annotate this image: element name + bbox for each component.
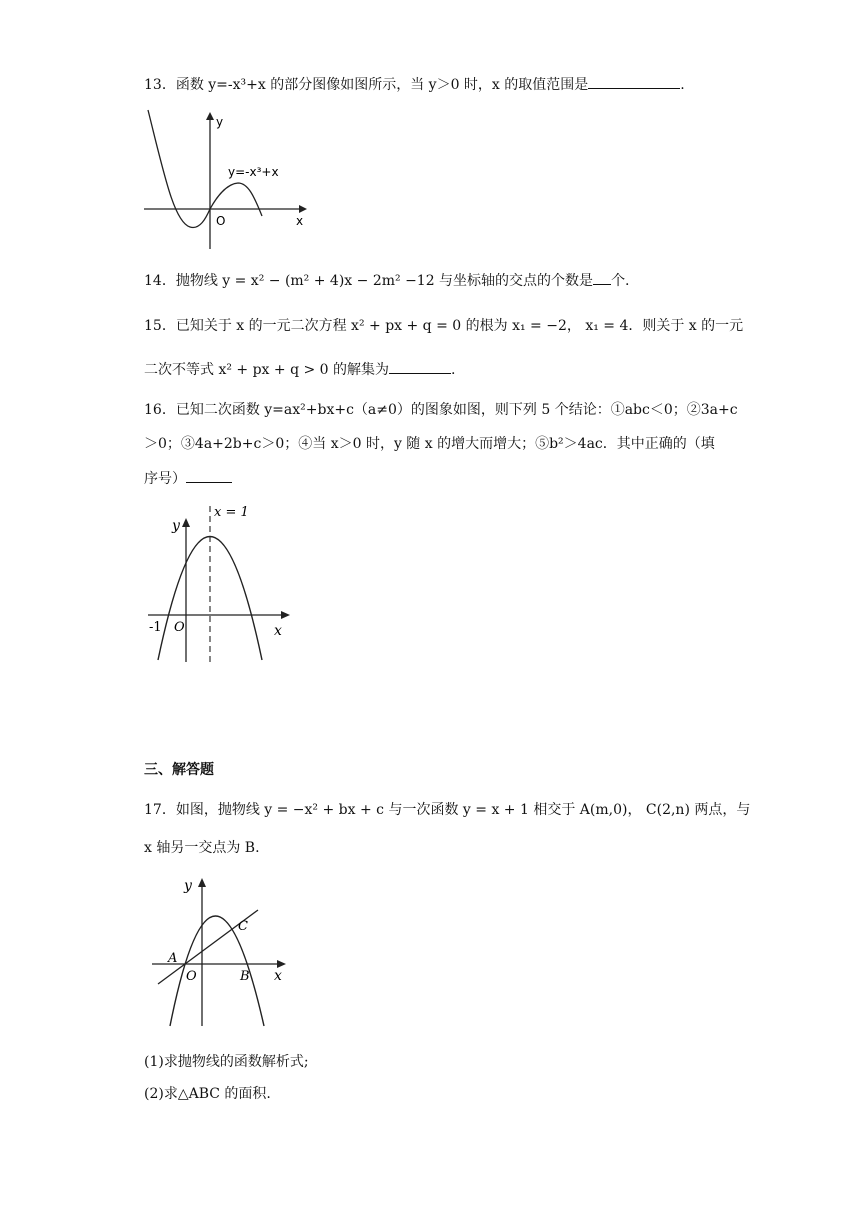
q13-question: 13．函数 y=-x³+x 的部分图像如图所示，当 y＞0 时，x 的取值范围是 xyxy=(144,77,589,93)
q17-x-label: x xyxy=(274,968,282,984)
q16-line2: ＞0；③4a+2b+c＞0；④当 x＞0 时，y 随 x 的增大而增大；⑤b²＞4ac．其中正确的（填 xyxy=(144,436,715,452)
q17-y-arrow xyxy=(198,878,206,887)
q14-answer-blank[interactable] xyxy=(593,270,611,285)
q17-y-label: y xyxy=(184,878,192,894)
q17-x-arrow xyxy=(277,960,286,968)
q15-end: . xyxy=(451,362,456,378)
q14-end: 个. xyxy=(611,273,630,289)
q16-x-arrow xyxy=(281,611,290,619)
q15-line2-wrap xyxy=(144,359,455,380)
q15-line2: 二次不等式 x² + px + q > 0 的解集为 xyxy=(144,362,390,378)
q16-x-label: x xyxy=(274,623,282,639)
q16-o-label: O xyxy=(174,620,185,635)
q17-sub1: (1)求抛物线的函数解析式; xyxy=(144,1054,309,1070)
q17-c-label: C xyxy=(238,919,248,934)
q13-x-label: x xyxy=(296,214,304,228)
q17-o-label: O xyxy=(186,969,197,984)
q17-a-label: A xyxy=(168,951,178,966)
q13-x-arrow xyxy=(299,205,307,213)
q16-axis-label: x = 1 xyxy=(214,505,249,520)
q16-line3-wrap xyxy=(144,468,232,489)
q13-y-label: y xyxy=(216,115,224,129)
section-title: 三、解答题 xyxy=(144,762,214,778)
q14-question: 14．抛物线 y = x² − (m² + 4)x − 2m² −12 与坐标轴的交点的个数是 xyxy=(144,273,594,289)
q13-curve-label: y=-x³+x xyxy=(228,165,279,179)
q17-parabola xyxy=(170,916,264,1026)
q15-answer-blank[interactable] xyxy=(389,359,451,374)
q16-neg1-label: -1 xyxy=(149,620,162,635)
q16-y-label: y xyxy=(172,518,180,534)
q16-line3: 序号） xyxy=(144,471,186,487)
q17-line2: x 轴另一交点为 B. xyxy=(144,840,260,856)
q17-line1: 17．如图，抛物线 y = −x² + bx + c 与一次函数 y = x + 1 相交于 A(m,0)， C(2,n) 两点，与 xyxy=(144,802,751,818)
q16-line1: 16．已知二次函数 y=ax²+bx+c（a≠0）的图象如图，则下列 5 个结论：①abc＜0；②3a+c xyxy=(144,402,738,418)
q13-text xyxy=(144,74,685,95)
q13-y-arrow xyxy=(206,112,214,120)
q13-answer-blank[interactable] xyxy=(588,74,680,89)
q13-o-label: O xyxy=(216,214,226,228)
q13-end: . xyxy=(680,77,685,93)
q14-text xyxy=(144,270,630,291)
q17-figure xyxy=(148,870,298,1030)
q16-figure xyxy=(144,500,304,670)
q13-figure xyxy=(144,104,314,254)
q16-y-arrow xyxy=(182,518,190,527)
q16-answer-blank[interactable] xyxy=(186,468,232,483)
q17-sub2: (2)求△ABC 的面积. xyxy=(144,1086,271,1102)
q17-b-label: B xyxy=(240,969,250,984)
q15-line1: 15．已知关于 x 的一元二次方程 x² + px + q = 0 的根为 x₁ = −2， x₁ = 4．则关于 x 的一元 xyxy=(144,318,744,334)
